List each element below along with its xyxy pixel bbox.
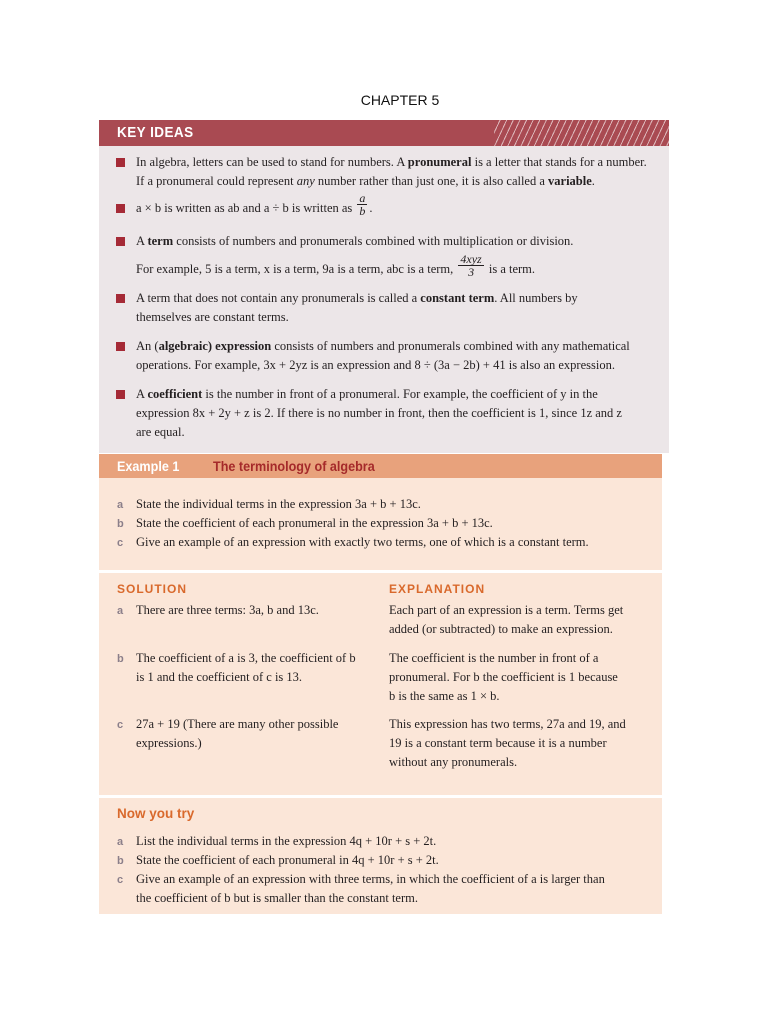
fraction-a-over-b: $\frac{a}{b}$ (359, 190, 366, 218)
example-banner (99, 454, 662, 478)
bullet-square-icon (116, 390, 125, 399)
key-ideas-title: KEY IDEAS (117, 124, 194, 141)
solution-section: SOLUTION EXPLANATION a There are three terms: 3a, b and 13c. Each part of an expression is a term. Terms get added (or subtracted) to make an expression. b The coefficient of a is 3, the coefficient of b is 1 and the coefficient of c is 13. The coefficient is the number in front of a pronumeral. For b the coefficient is 1 because b is the same as 1 × b. c 27a + 19 (There are many other possible expressions.) This expression has two terms, 27a and 19, and 19 is a constant term because it is a number without any pronumerals. (99, 573, 662, 795)
bullet-square-icon (116, 342, 125, 351)
fraction-4xyz-over-3: $\frac{\text{4xyz}}{3}$ (460, 252, 482, 279)
decorative-stripes (494, 120, 669, 146)
solution-heading: SOLUTION (117, 582, 187, 596)
example-label: Example 1 (117, 458, 180, 474)
chapter-heading: CHAPTER 5 (360, 92, 440, 108)
key-ideas-box: In algebra, letters can be used to stand for numbers. A pronumeral is a letter that stands for a number. If a pronumeral could represent any number rather than just one, it is also called a variable. a × b is written as ab and a ÷ b is written as $\frac{a}{b}$ . A term consists of numbers and pronumerals combined with multiplication or division. For example, 5 is a term, x is a term, 9a is a term, abc is a term, $\frac{\text{4xyz}}{3}$ is a term. A term that does not contain any pronumerals is called a constant term. All numbers by themselves are constant terms. An (algebraic) expression consists of numbers and pronumerals combined with any mathematical operations. For example, 3x + 2yz is an expression and 8 ÷ (3a − 2b) + 41 is also an expression. A coefficient is the number in front of a pronumeral. For example, the coefficient of y in the expression 8x + 2y + z is 2. If there is no number in front, then the coefficient is 1, since 1z and z are equal. (99, 146, 669, 453)
bullet-square-icon (116, 294, 125, 303)
bullet-square-icon (116, 158, 125, 167)
now-you-try-heading: Now you try (117, 806, 195, 821)
explanation-heading: EXPLANATION (389, 582, 486, 596)
example-title: The terminology of algebra (213, 458, 375, 474)
key-ideas-banner (99, 120, 669, 146)
bullet-square-icon (116, 204, 125, 213)
now-you-try-section: Now you try a List the individual terms in the expression 4q + 10r + s + 2t. b State the coefficient of each pronumeral in 4q + 10r + s + 2t. c Give an example of an expression with three terms, in which the coefficient of a is larger than the coefficient of b but is smaller than the constant term. (99, 798, 662, 914)
example-questions: a State the individual terms in the expression 3a + b + 13c. b State the coefficient of each pronumeral in the expression 3a + b + 13c. c Give an example of an expression with exactly two terms, one of which is a constant term. (99, 478, 662, 570)
bullet-square-icon (116, 237, 125, 246)
